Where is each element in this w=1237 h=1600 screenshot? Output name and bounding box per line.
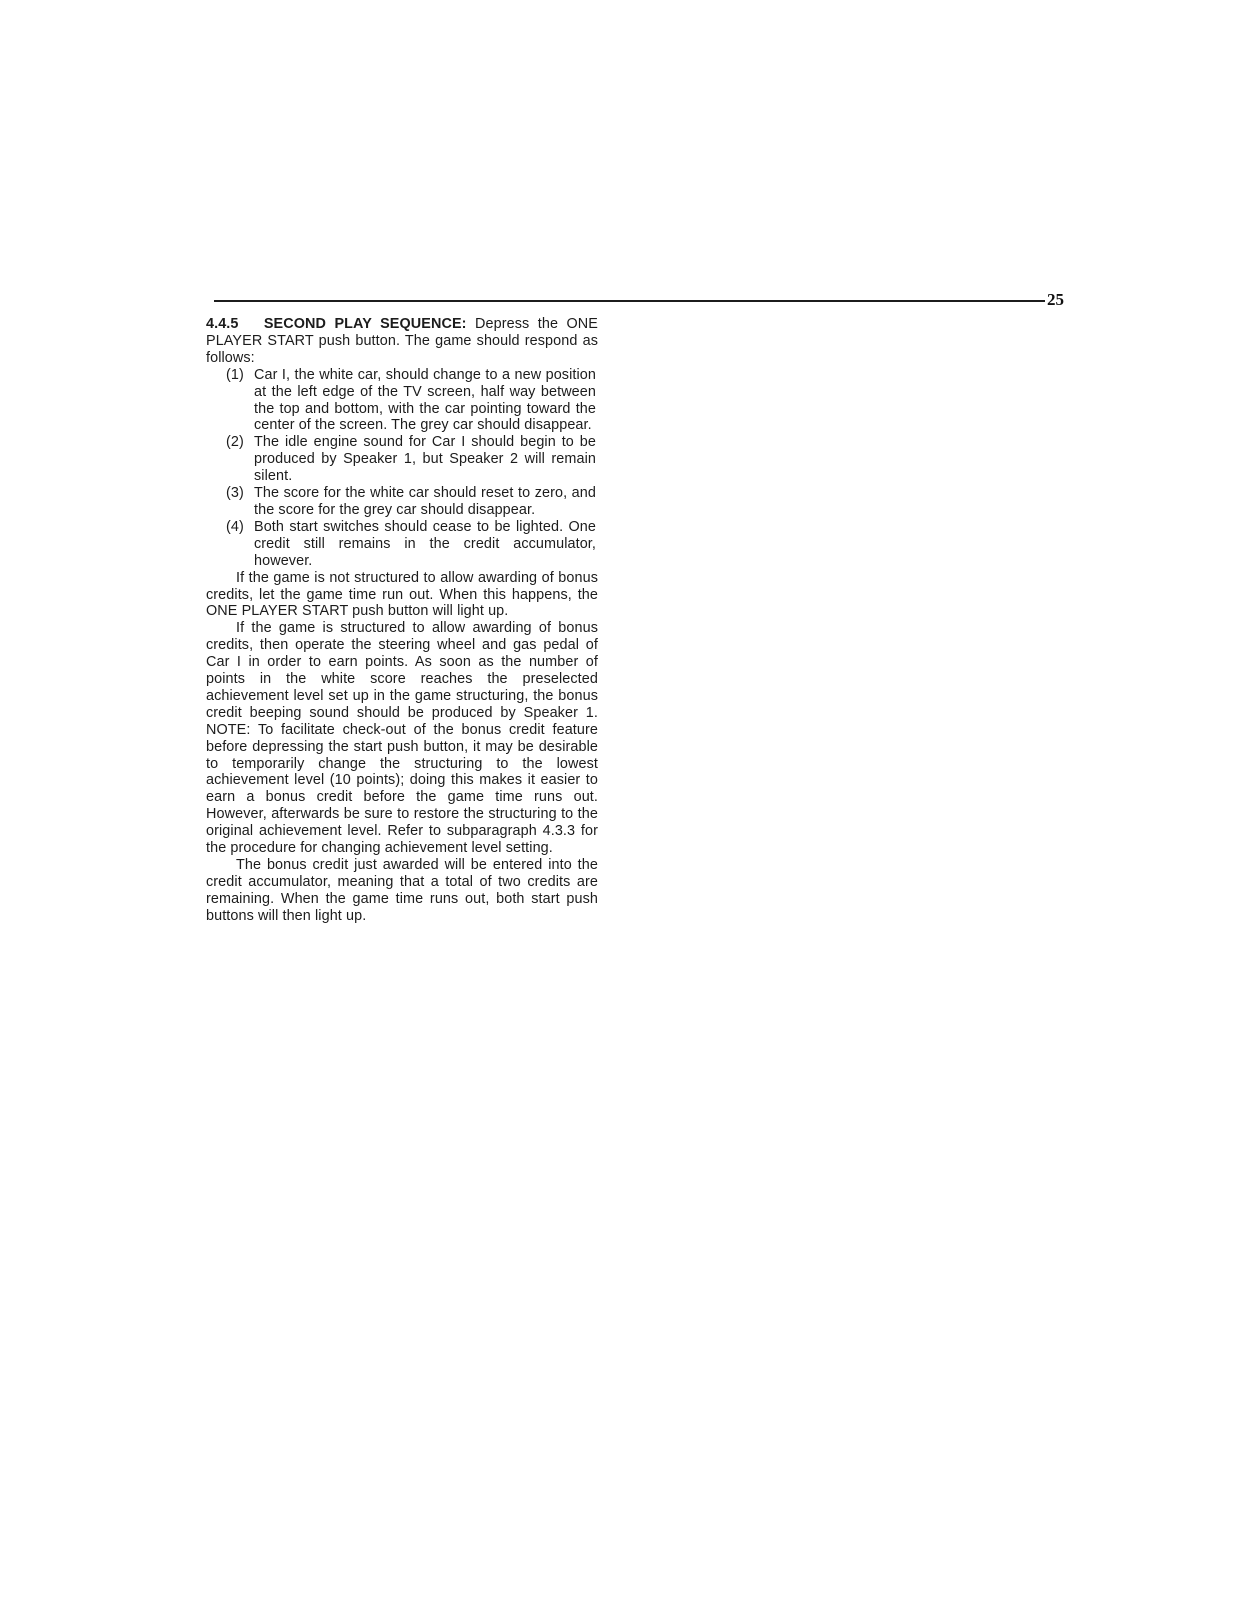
list-item-number: (1) [226, 366, 244, 383]
section-number: 4.4.5 [206, 316, 239, 332]
response-list [206, 367, 598, 570]
list-item-text: The score for the white car should reset to zero, and the score for the grey car should disappear. [254, 485, 596, 518]
list-item [206, 485, 598, 519]
section-intro: Depress the ONE PLAYER START push button. The game should respond as follows: [206, 316, 598, 366]
paragraph-bonus-credits: If the game is structured to allow awarding of bonus credits, then operate the steering wheel and gas pedal of Car I in order to earn points. As soon as the number of points in the white score reaches the preselected achievement level set up in the game structuring, the bonus credit beeping sound should be produced by Speaker 1. NOTE: To facilitate check-out of the bonus credit feature before depressing the start push button, it may be desirable to temporarily change the structuring to the lowest achievement level (10 points); doing this makes it easier to earn a bonus credit before the game time runs out. However, afterwards be sure to restore the structuring to the original achievement level. Refer to subparagraph 4.3.3 for the procedure for changing achievement level setting. [206, 620, 598, 857]
list-item [206, 434, 598, 485]
section-title: SECOND PLAY SEQUENCE: [263, 316, 467, 332]
section-heading-paragraph [206, 316, 598, 367]
list-item [206, 519, 598, 570]
list-item-number: (3) [226, 485, 244, 502]
header-rule [214, 300, 1045, 302]
list-item-number: (4) [226, 518, 244, 535]
list-item-text: The idle engine sound for Car I should begin to be produced by Speaker 1, but Speaker 2 will remain silent. [254, 434, 596, 485]
list-item-text: Car I, the white car, should change to a new position at the left edge of the TV screen, half way between the top and bottom, with the car pointing toward the center of the screen. The grey car should disappear. [254, 366, 596, 434]
text-column [206, 316, 598, 925]
list-item [206, 367, 598, 435]
list-item-text: Both start switches should cease to be lighted. One credit still remains in the credit accumulator, however. [254, 518, 596, 569]
paragraph-credit-accumulator: The bonus credit just awarded will be entered into the credit accumulator, meaning that a total of two credits are remaining. When the game time runs out, both start push buttons will then light up. [206, 857, 598, 924]
list-item-number: (2) [226, 434, 244, 451]
page-number: 25 [1047, 290, 1064, 309]
paragraph-no-bonus: If the game is not structured to allow awarding of bonus credits, let the game time run out. When this happens, the ONE PLAYER START push button will light up. [206, 569, 598, 620]
